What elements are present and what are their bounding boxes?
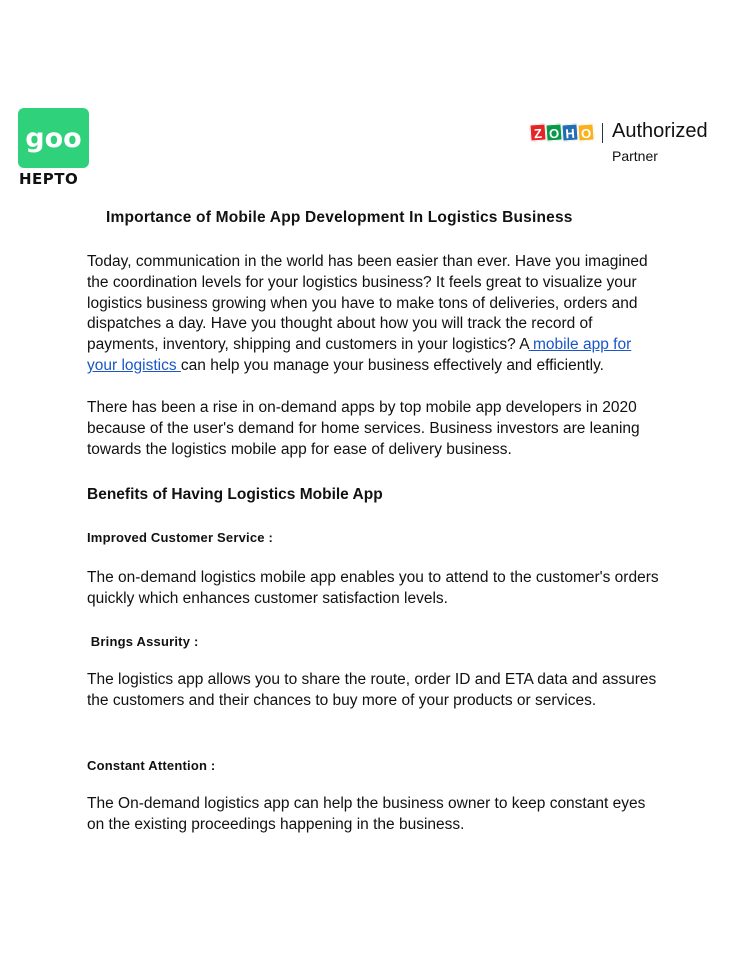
intro-text: Today, communication in the world has been easier than ever. Have you imagined the coordination levels for your logistics business? It feels great to visualize your logistics business growing when you have to make tons of deliveries, orders and dispatches a day. Have you thought about how you will track the record of payments, inventory, shipping and customers in your logistics? A bbox=[87, 253, 648, 354]
badge-divider bbox=[602, 123, 603, 143]
mobile-app-link[interactable]: mobile app for your logistics bbox=[87, 336, 632, 374]
benefit-body: The logistics app allows you to share the route, order ID and ETA data and assures the customers and their chances to buy more of your products or services. bbox=[87, 671, 657, 709]
logo-mark: goo bbox=[25, 122, 82, 154]
benefit-title: Improved Customer Service : bbox=[87, 530, 274, 545]
zoho-logo bbox=[530, 124, 594, 141]
gooapps-logo bbox=[18, 108, 89, 168]
logo-wordmark: HEPTO bbox=[19, 170, 79, 188]
zoho-letter: Z bbox=[529, 123, 546, 141]
zoho-letter: H bbox=[561, 123, 578, 141]
benefit-body: The On-demand logistics app can help the business owner to keep constant eyes on the existing proceedings happening in the business. bbox=[87, 795, 646, 833]
intro-text-end: can help you manage your business effectively and efficiently. bbox=[180, 356, 604, 374]
benefit-title: Constant Attention : bbox=[87, 758, 216, 773]
demand-paragraph: There has been a rise in on-demand apps by top mobile app developers in 2020 because of the user's demand for home services. Business investors are leaning towards the logistics mobile app for ease of delivery business. bbox=[87, 399, 640, 458]
benefit-body: The on-demand logistics mobile app enables you to attend to the customer's orders quickly which enhances customer satisfaction levels. bbox=[87, 569, 659, 607]
zoho-letter: O bbox=[545, 123, 562, 141]
badge-partner-label: Partner bbox=[612, 148, 658, 164]
page-title: Importance of Mobile App Development In Logistics Business bbox=[106, 209, 573, 226]
zoho-letter: O bbox=[577, 123, 594, 141]
badge-authorized-label: Authorized bbox=[612, 120, 708, 142]
benefit-title: Brings Assurity : bbox=[87, 634, 199, 649]
intro-paragraph bbox=[87, 252, 662, 377]
benefits-heading: Benefits of Having Logistics Mobile App bbox=[87, 486, 383, 503]
